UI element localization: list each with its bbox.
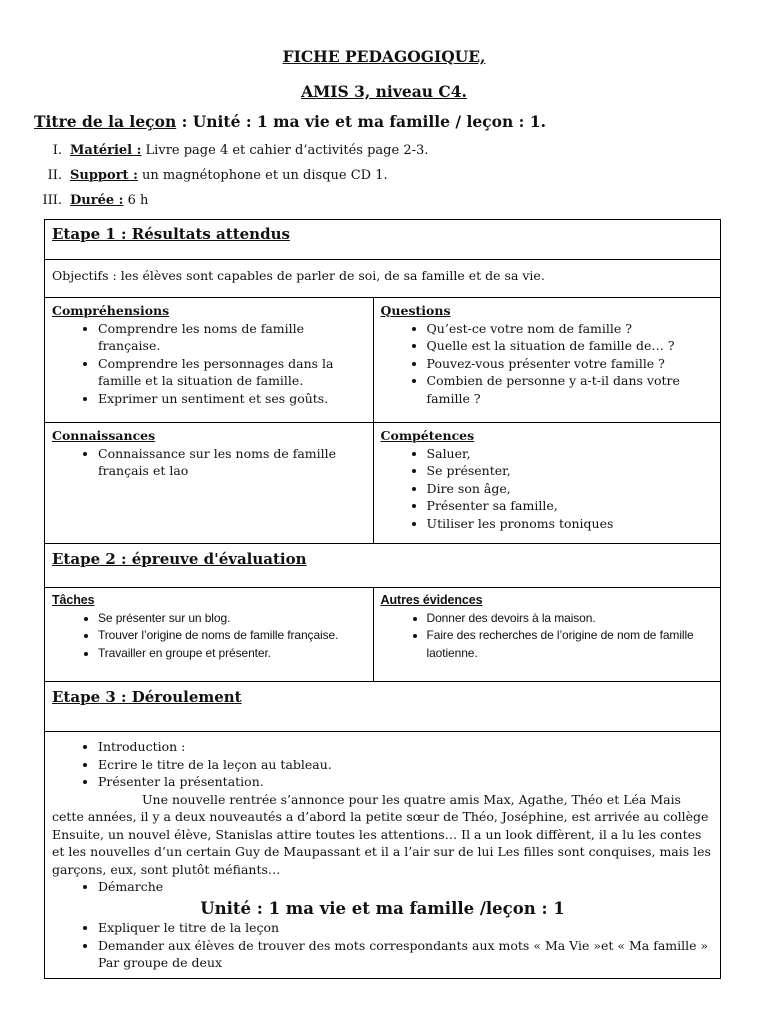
meta-duree [42, 193, 149, 208]
list-item: • Faire des recherches de l’origine de nom de famille laotienne. [427, 627, 713, 662]
lesson-title-value: : Unité : 1 ma vie et ma famille / leçon : 1. [176, 112, 546, 131]
document-title: FICHE PEDAGOGIQUE, [282, 47, 486, 66]
taches-title: Tâches [52, 593, 95, 607]
list-item: • Trouver l’origine de noms de famille française. [98, 627, 366, 645]
etape1-row [45, 220, 721, 260]
list-item: • Présenter la présentation. [98, 773, 713, 791]
connaissances-competences-row [45, 423, 721, 544]
questions-cell [373, 298, 720, 423]
list-item: • Pouvez-vous présenter votre famille ? [427, 355, 713, 373]
connaissances-title: Connaissances [52, 428, 156, 443]
competences-title: Compétences [380, 428, 475, 443]
meta-roman: III. [42, 193, 62, 208]
list-item: • Se présenter, [427, 462, 713, 480]
etape3-row [45, 682, 721, 732]
deroulement-list-b [52, 878, 713, 896]
etape1-title: Etape 1 : Résultats attendus [52, 225, 290, 243]
list-item: • Introduction : [98, 738, 713, 756]
deroulement-list-c [52, 919, 713, 972]
lesson-title [34, 112, 546, 131]
comprehensions-cell [45, 298, 374, 423]
unit-heading: Unité : 1 ma vie et ma famille /leçon : 1 [200, 898, 565, 918]
list-item: • Ecrire le titre de la leçon au tableau. [98, 756, 713, 774]
deroulement-list-a [52, 738, 713, 791]
autres-list [381, 610, 713, 663]
etape3-title: Etape 3 : Déroulement [52, 688, 242, 706]
competences-cell [373, 423, 720, 544]
list-item: • Donner des devoirs à la maison. [427, 610, 713, 628]
meta-roman: II. [47, 168, 62, 183]
taches-cell [45, 588, 374, 682]
meta-roman: I. [52, 143, 62, 158]
comprehension-questions-row [45, 298, 721, 423]
objectifs-row [45, 260, 721, 298]
deroulement-row [45, 732, 721, 979]
list-item: • Démarche [98, 878, 713, 896]
list-item: • Saluer, [427, 445, 713, 463]
list-item: • Comprendre les noms de famille française. [98, 320, 366, 355]
list-item: • Utiliser les pronoms toniques [427, 515, 713, 533]
list-item: • Expliquer le titre de la leçon [98, 919, 713, 937]
meta-value: 6 h [123, 193, 149, 208]
list-item: • Quelle est la situation de famille de… ? [427, 337, 713, 355]
meta-value: un magnétophone et un disque CD 1. [137, 168, 388, 183]
meta-value: Livre page 4 et cahier d’activités page 2-3. [141, 143, 429, 158]
list-item: • Dire son âge, [427, 480, 713, 498]
lesson-title-label: Titre de la leçon [34, 112, 177, 131]
list-item: • Travailler en groupe et présenter. [98, 645, 366, 663]
list-item: • Exprimer un sentiment et ses goûts. [98, 390, 366, 408]
questions-list [381, 320, 713, 408]
etape2-title: Etape 2 : épreuve d'évaluation [52, 550, 307, 568]
meta-materiel [52, 143, 429, 158]
meta-label: Matériel : [70, 143, 142, 158]
meta-label: Support : [70, 168, 138, 183]
connaissances-list [52, 445, 366, 480]
meta-support [47, 168, 388, 183]
connaissances-cell [45, 423, 374, 544]
deroulement-cell [45, 732, 721, 979]
autres-cell [373, 588, 720, 682]
list-item: • Qu’est-ce votre nom de famille ? [427, 320, 713, 338]
list-item: • Comprendre les personnages dans la famille et la situation de famille. [98, 355, 366, 390]
document-subtitle: AMIS 3, niveau C4. [301, 82, 467, 101]
competences-list [381, 445, 713, 533]
taches-list [52, 610, 366, 663]
autres-title: Autres évidences [380, 593, 483, 607]
list-item: • Combien de personne y a-t-il dans votre famille ? [427, 372, 713, 407]
taches-autres-row [45, 588, 721, 682]
etape2-row [45, 544, 721, 588]
list-item: • Présenter sa famille, [427, 497, 713, 515]
presentation-paragraph: Une nouvelle rentrée s’annonce pour les quatre amis Max, Agathe, Théo et Léa Mais cette années, il y a deux nouveautés a d’abord la petite sœur de Théo, Joséphine, est arrivée au collège Ensuite, un nouvel élève, Stanislas attire toutes les attentions… Il a un look diffèrent, il a lu les contes et les nouvelles d’un certain Guy de Maupassant et il a l’air sur de lui Les filles sont conquises, mais les garçons, eux, sont plutôt méfiants… [52, 791, 711, 877]
comprehensions-list [52, 320, 366, 408]
objectifs-text: Objectifs : les élèves sont capables de parler de soi, de sa famille et de sa vie. [52, 268, 545, 283]
meta-label: Durée : [70, 193, 124, 208]
questions-title: Questions [380, 303, 451, 318]
list-item: • Connaissance sur les noms de famille français et lao [98, 445, 366, 480]
list-item: • Demander aux élèves de trouver des mots correspondants aux mots « Ma Vie »et « Ma famille » Par groupe de deux [98, 937, 713, 972]
lesson-plan-table [44, 219, 721, 979]
list-item: • Se présenter sur un blog. [98, 610, 366, 628]
comprehensions-title: Compréhensions [52, 303, 170, 318]
